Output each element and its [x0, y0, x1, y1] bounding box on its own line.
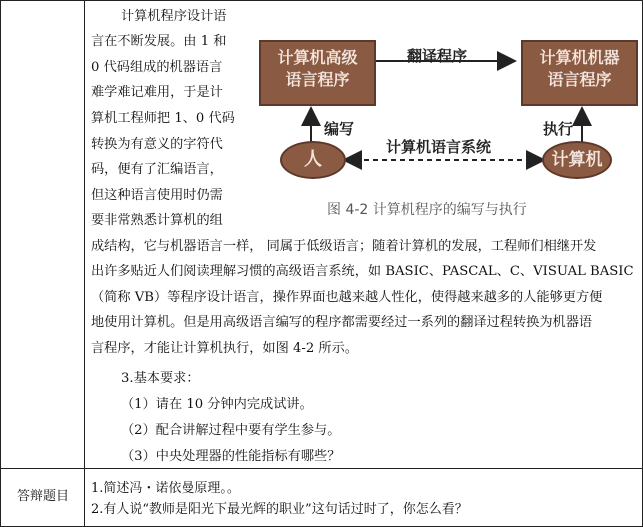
translate-label: 翻译程序	[407, 47, 468, 65]
question-label: 答辩题目	[17, 489, 70, 504]
content-line-9: 要非常熟悉计算机的组	[91, 213, 223, 228]
content-line-14: 言程序，才能让计算机执行，如图 4-2 所示。	[91, 341, 358, 356]
content-line-11: 出许多贴近人们阅读理解习惯的高级语言系统，如 BASIC、PASCAL、C、VISUAL BASIC	[91, 264, 634, 279]
content-line-13: 地使用计算机。但是用高级语言编写的程序都需要经过一系列的翻译过程转换为机器语	[91, 315, 593, 330]
question-2: 2.有人说“教师是阳光下最光辉的职业”这句话过时了，你怎么看？	[91, 502, 468, 517]
requirements-title: 3.基本要求：	[121, 371, 200, 386]
requirement-1: （1）请在 10 分钟内完成试讲。	[121, 397, 313, 412]
machine-language-box: 计算机机器 语言程序	[521, 40, 638, 106]
figure-arrows	[258, 0, 638, 225]
figure-4-2	[258, 0, 638, 225]
content-line-10: 成结构，它与机器语言一样， 同属于低级语言；随着计算机的发展，工程师们相继开发	[91, 239, 597, 254]
content-line-7: 码，便有了汇编语言，	[91, 162, 223, 177]
person-oval: 人	[280, 141, 346, 179]
question-1: 1.简述冯・诺依曼原理。。	[91, 481, 240, 496]
content-line-1: 计算机程序设计语	[121, 9, 227, 24]
write-label: 编写	[324, 120, 355, 138]
content-line-3: 0 代码组成的机器语言	[91, 60, 223, 75]
execute-label: 执行	[543, 120, 574, 138]
content-line-8: 但这种语言使用时仍需	[91, 188, 223, 203]
table-border-left	[0, 0, 1, 527]
content-line-12: （简称 VB）等程序设计语言，操作界面也越来越人性化，使得越来越多的人能够更方便	[91, 290, 603, 305]
content-line-5: 算机工程师把 1、0 代码	[91, 111, 235, 126]
computer-oval: 计算机	[542, 141, 612, 179]
system-label: 计算机语言系统	[386, 138, 492, 156]
content-line-2: 言在不断发展。由 1 和	[91, 34, 227, 49]
requirement-3: （3）中央处理器的性能指标有哪些？	[121, 449, 341, 464]
high-level-language-box: 计算机高级 语言程序	[259, 40, 376, 106]
requirement-2: （2）配合讲解过程中要有学生参与。	[121, 423, 341, 438]
content-line-6: 转换为有意义的字符代	[91, 137, 223, 152]
figure-caption: 图 4-2 计算机程序的编写与执行	[327, 202, 527, 218]
content-line-4: 难学难记难用，于是计	[91, 85, 223, 100]
row-divider	[0, 468, 643, 469]
column-divider	[84, 0, 85, 527]
